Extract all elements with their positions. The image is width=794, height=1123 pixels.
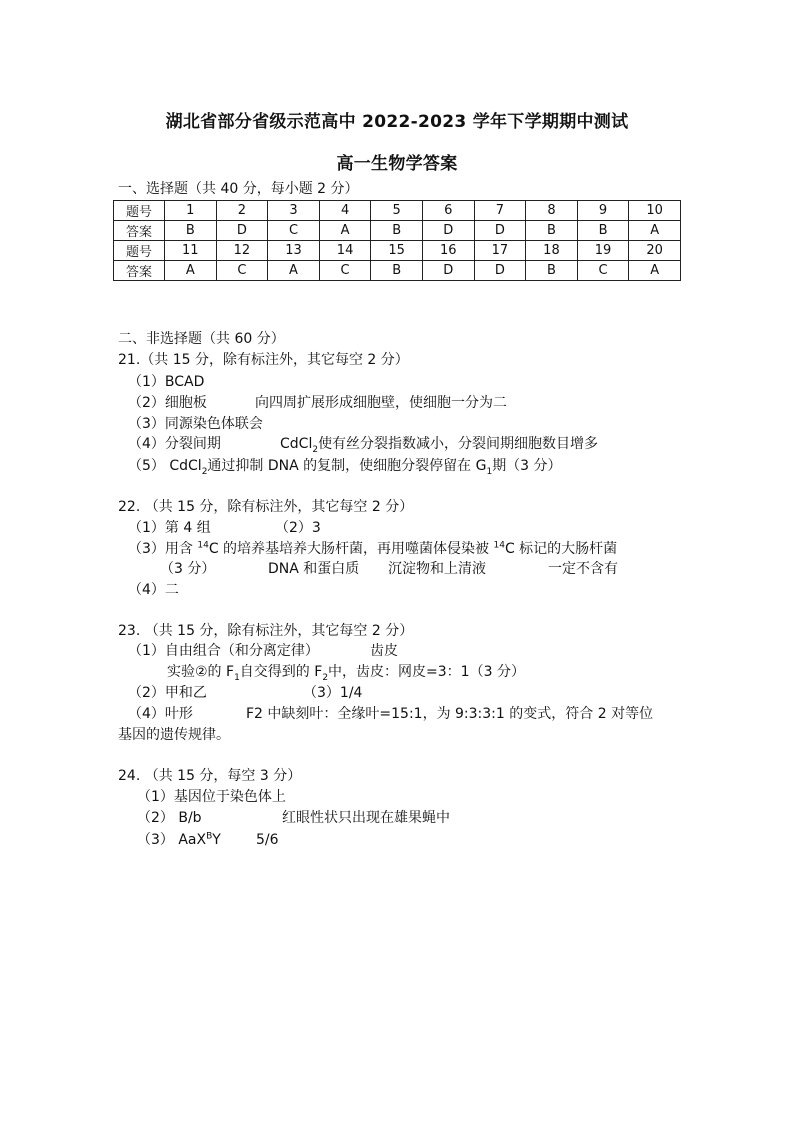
table-cell: A (268, 261, 320, 281)
q24-heading: 24. （共 15 分，每空 3 分） (118, 768, 302, 784)
table-cell: C (577, 261, 629, 281)
subscript: 2 (201, 466, 208, 477)
q23-answer-4a: （4）叶形 (128, 706, 193, 722)
text-run: （5） CdCl (128, 458, 202, 474)
text-run: 实验②的 F (167, 664, 235, 680)
superscript: B (206, 831, 213, 842)
q21-heading: 21.（共 15 分，除有标注外，其它每空 2 分） (118, 352, 409, 368)
q24-answer-3a (137, 831, 221, 849)
q23-answer-3: （3）1/4 (303, 685, 363, 701)
text-run: 通过抑制 DNA 的复制，使细胞分裂停留在 G (207, 458, 487, 474)
table-cell: 5 (371, 201, 423, 221)
table-cell: 7 (474, 201, 526, 221)
q23-answer-2: （2）甲和乙 (128, 685, 207, 701)
subscript: 2 (312, 444, 319, 455)
text-run: C 标记的大肠杆菌 (504, 541, 618, 557)
table-cell: D (216, 221, 268, 241)
q22-heading: 22. （共 15 分，除有标注外，其它每空 2 分） (118, 499, 414, 515)
table-cell: 20 (629, 241, 681, 261)
table-row (114, 221, 681, 241)
table-cell: A (629, 221, 681, 241)
table-cell: 6 (422, 201, 474, 221)
table-cell: 19 (577, 241, 629, 261)
text-run: CdCl (280, 436, 313, 452)
table-cell: D (474, 261, 526, 281)
q21-answer-4a: （4）分裂间期 (128, 436, 221, 452)
row-label: 答案 (114, 221, 165, 241)
row-label: 题号 (114, 201, 165, 221)
subscript: 2 (322, 672, 329, 683)
table-cell: 12 (216, 241, 268, 261)
table-cell: B (577, 221, 629, 241)
q22-answer-3 (128, 540, 617, 558)
table-cell: 16 (422, 241, 474, 261)
section2-heading: 二、非选择题（共 60 分） (118, 331, 285, 347)
q21-answer-2b: 向四周扩展形成细胞壁，使细胞一分为二 (255, 395, 507, 411)
table-cell: 11 (165, 241, 217, 261)
table-cell: 3 (268, 201, 320, 221)
table-cell: 4 (319, 201, 371, 221)
text-run: C 的培养基培养大肠杆菌，再用噬菌体侵染被 (208, 541, 494, 557)
table-row (114, 261, 681, 281)
q22-answer-3-b: DNA 和蛋白质 (268, 561, 360, 577)
table-cell: A (629, 261, 681, 281)
q24-answer-3b: 5/6 (256, 832, 279, 848)
q23-answer-1b: 齿皮 (370, 643, 398, 659)
page-title: 湖北省部分省级示范高中 2022-2023 学年下学期期中测试 (165, 112, 629, 132)
subscript: 1 (234, 672, 240, 683)
table-cell: 2 (216, 201, 268, 221)
text-run: 使有丝分裂指数减小，分裂间期细胞数目增多 (318, 436, 599, 452)
page-subtitle: 高一生物学答案 (336, 154, 458, 174)
q21-answer-3: （3）同源染色体联会 (128, 416, 263, 432)
table-cell: D (474, 221, 526, 241)
q22-answer-3-c: 沉淀物和上清液 (388, 561, 486, 577)
q24-answer-2a: （2） B/b (137, 810, 202, 826)
table-cell: B (165, 221, 217, 241)
q23-answer-4c: 基因的遗传规律。 (118, 727, 230, 743)
subscript: 1 (486, 466, 493, 477)
q24-answer-2b: 红眼性状只出现在雄果蝇中 (282, 810, 450, 826)
q22-answer-2: （2）3 (275, 520, 321, 536)
table-cell: B (371, 221, 423, 241)
table-cell: 1 (165, 201, 217, 221)
text-run: （3） AaX (137, 832, 207, 848)
text-run: （3）用含 (128, 541, 198, 557)
superscript: 14 (197, 540, 209, 551)
q21-answer-5 (128, 457, 562, 475)
table-cell: D (422, 221, 474, 241)
answer-table (113, 200, 681, 281)
q22-answer-3-d: 一定不含有 (548, 561, 618, 577)
superscript: 14 (493, 540, 505, 551)
text-run: 期（3 分） (492, 458, 562, 474)
table-cell: 8 (526, 201, 578, 221)
table-cell: 18 (526, 241, 578, 261)
table-cell: B (371, 261, 423, 281)
text-run: 中，齿皮：网皮=3：1（3 分） (328, 664, 525, 680)
q23-answer-1c (167, 663, 525, 681)
text-run: 自交得到的 F (239, 664, 323, 680)
table-cell: D (422, 261, 474, 281)
q23-heading: 23. （共 15 分，除有标注外，其它每空 2 分） (118, 623, 414, 639)
q22-answer-1: （1）第 4 组 (128, 520, 211, 536)
table-cell: A (165, 261, 217, 281)
table-cell: B (526, 261, 578, 281)
table-cell: A (319, 221, 371, 241)
row-label: 答案 (114, 261, 165, 281)
table-row (114, 201, 681, 221)
table-row (114, 241, 681, 261)
table-cell: 14 (319, 241, 371, 261)
table-cell: 9 (577, 201, 629, 221)
section1-heading: 一、选择题（共 40 分，每小题 2 分） (118, 181, 359, 197)
table-cell: 17 (474, 241, 526, 261)
q22-answer-4: （4）二 (128, 582, 179, 598)
table-cell: C (216, 261, 268, 281)
text-run: Y (212, 832, 221, 848)
q23-answer-4b: F2 中缺刻叶：全缘叶=15:1，为 9:3:3:1 的变式，符合 2 对等位 (246, 706, 654, 722)
q24-answer-1: （1）基因位于染色体上 (137, 789, 286, 805)
table-cell: 13 (268, 241, 320, 261)
table-cell: 15 (371, 241, 423, 261)
table-cell: C (319, 261, 371, 281)
q22-answer-3-score: （3 分） (160, 561, 216, 577)
table-cell: C (268, 221, 320, 241)
table-cell: 10 (629, 201, 681, 221)
row-label: 题号 (114, 241, 165, 261)
q21-answer-1: （1）BCAD (128, 374, 205, 390)
table-cell: B (526, 221, 578, 241)
q21-answer-2a: （2）细胞板 (128, 395, 207, 411)
q23-answer-1a: （1）自由组合（和分离定律） (128, 643, 319, 659)
q21-answer-4b (280, 435, 598, 453)
